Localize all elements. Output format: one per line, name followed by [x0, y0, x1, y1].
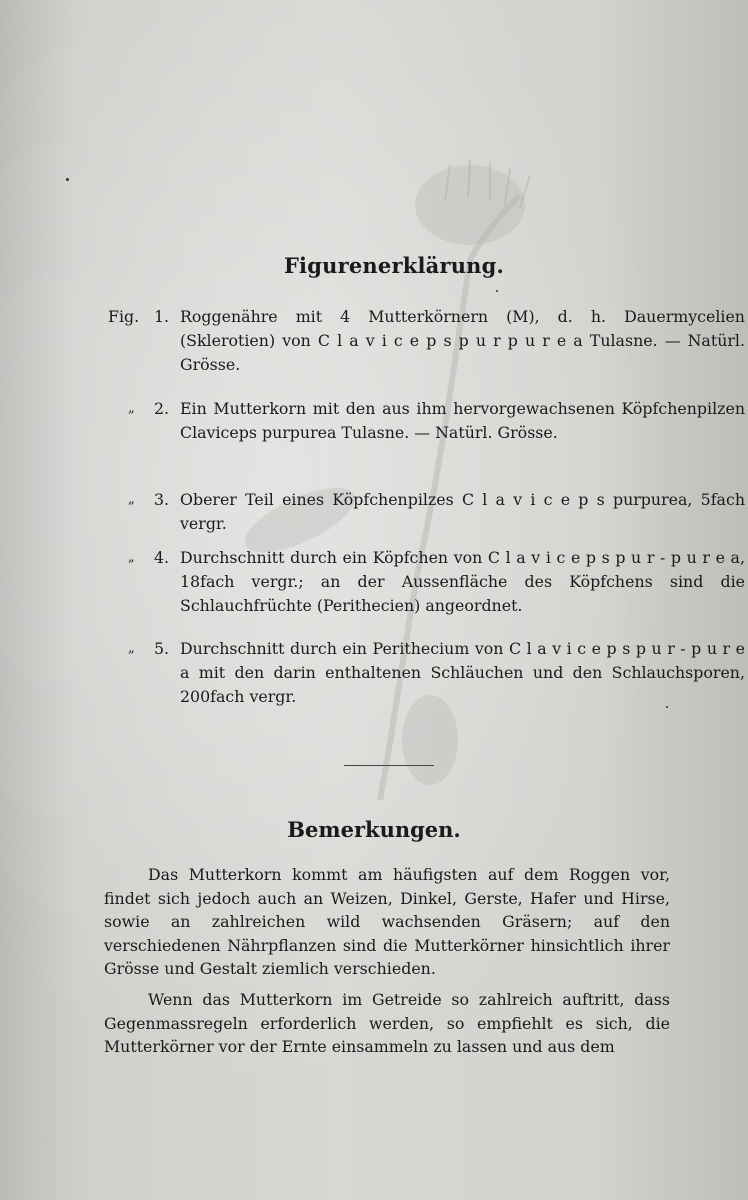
figure-entry-1	[108, 305, 745, 385]
ditto-mark: „	[128, 492, 135, 507]
figure-entry-2	[108, 397, 745, 477]
caption-text: Oberer Teil eines Köpfchenpilzes C l a v i c e p s purpurea, 5fach vergr.	[180, 490, 745, 533]
ink-speck	[496, 290, 498, 292]
figure-number: 1.	[154, 307, 170, 326]
figure-explanation-heading: Figurenerklärung.	[283, 253, 505, 278]
figure-caption	[180, 488, 745, 536]
caption-text: Roggenähre mit 4 Mutterkörnern (M), d. h. Dauermycelien (Sklerotien) von C l a v i c e p s p u r p u r e a Tulasne. — Natürl. Grösse.	[180, 307, 745, 374]
ditto-mark: „	[128, 401, 135, 416]
figure-number: 2.	[154, 399, 170, 418]
figure-entry-5	[108, 637, 745, 717]
remarks-paragraph-1: Das Mutterkorn kommt am häufigsten auf dem Roggen vor, findet sich jedoch auch an Weizen, Dinkel, Gerste, Hafer und Hirse, sowie an zahlreichen wild wachsenden Gräsern; auf den verschiedenen Nährpflanzen sind die Mutterkörner hinsichtlich ihrer Grösse und Gestalt ziemlich verschieden.	[104, 865, 670, 978]
figure-caption	[180, 546, 745, 618]
caption-text: Ein Mutterkorn mit den aus ihm hervorgewachsenen Köpfchenpilzen Claviceps purpurea Tulasne. — Natürl. Grösse.	[180, 399, 745, 442]
ditto-mark: „	[128, 550, 135, 565]
figure-number: 4.	[154, 548, 170, 567]
remarks-heading: Bemerkungen.	[287, 817, 461, 842]
remarks-paragraph-2: Wenn das Mutterkorn im Getreide so zahlreich auftritt, dass Gegenmassregeln erforderlich werden, so empfiehlt es sich, die Mutterkörner vor der Ernte einsammeln zu lassen und aus dem	[104, 990, 670, 1056]
figure-number: 3.	[154, 490, 170, 509]
figure-number: 5.	[154, 639, 170, 658]
figure-entry-4	[108, 546, 745, 626]
caption-text: Durchschnitt durch ein Köpfchen von C l a v i c e p s p u r - p u r e a, 18fach vergr.; an der Aussenfläche des Köpfchens sind die Schlauchfrüchte (Perithecien) angeordnet.	[180, 548, 745, 615]
figure-entry-3	[108, 488, 745, 544]
figure-caption	[180, 637, 745, 709]
figure-caption	[180, 305, 745, 377]
ink-speck	[66, 178, 69, 181]
ditto-mark: „	[128, 641, 135, 656]
figure-prefix: Fig.	[108, 307, 140, 326]
caption-text: Durchschnitt durch ein Perithecium von C l a v i c e p s p u r - p u r e a mit den darin enthaltenen Schläuchen und den Schlauchsporen, 200fach vergr.	[180, 639, 745, 706]
section-divider	[344, 765, 434, 766]
figure-caption	[180, 397, 745, 445]
